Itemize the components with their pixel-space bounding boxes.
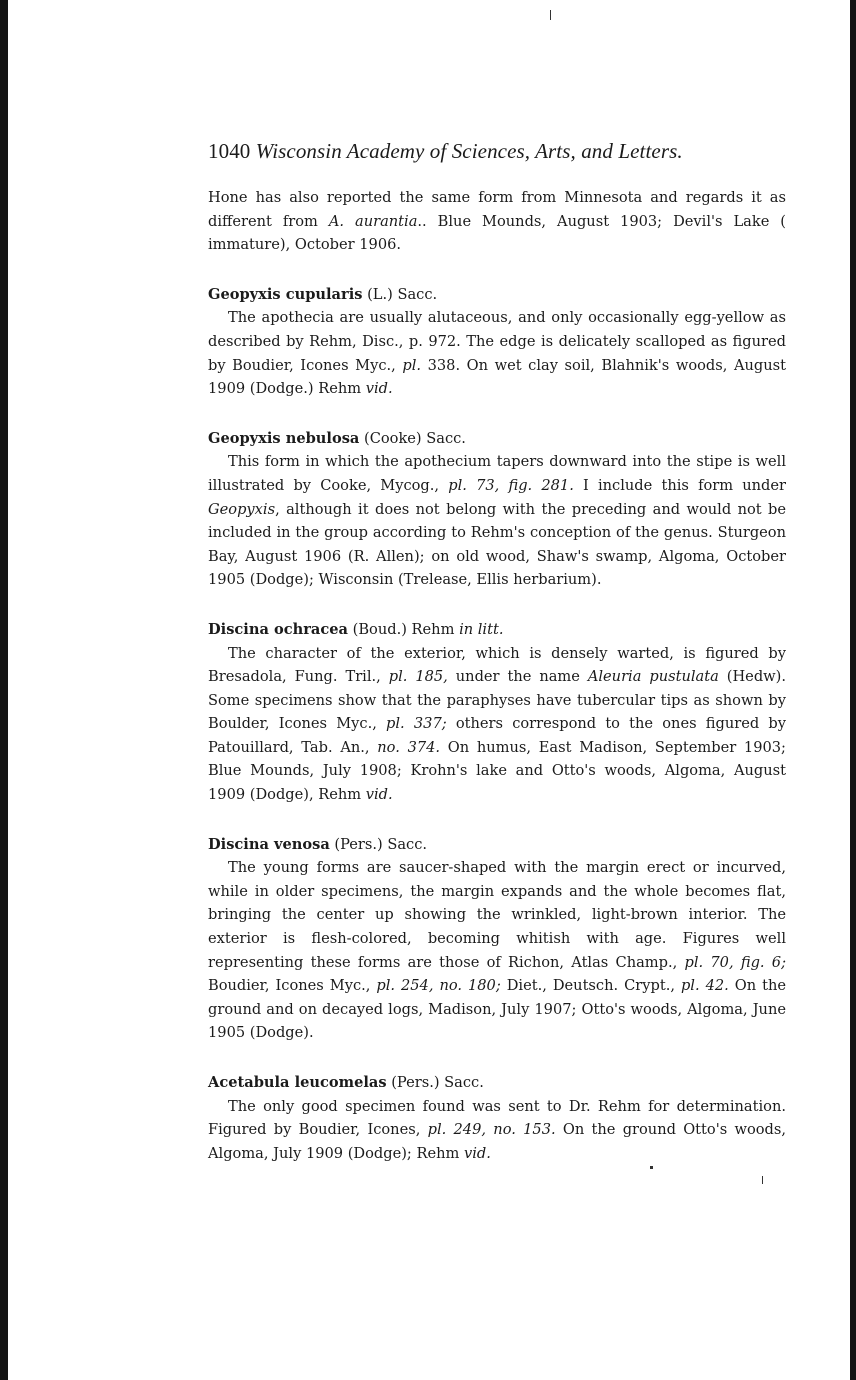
species-name: Acetabula leucomelas	[208, 1074, 387, 1091]
species-heading: Discina venosa (Pers.) Sacc.	[208, 835, 428, 853]
species-section-acetabula-leucomelas	[208, 1071, 786, 1165]
intro-paragraph: Hone has also reported the same form from Minnesota and regards it as different from A. aurantia.. Blue Mounds, August 1903; Devil's Lake ( immature), October 1906.	[208, 189, 786, 254]
species-name: Geopyxis cupularis	[208, 285, 363, 303]
page-number: 1040	[208, 139, 251, 163]
scan-border-right	[850, 0, 856, 1380]
species-heading: Geopyxis nebulosa (Cooke) Sacc.	[208, 429, 466, 447]
species-heading: Acetabula leucomelas (Pers.) Sacc.	[208, 1074, 484, 1091]
scan-speck	[550, 10, 551, 20]
species-description: The apothecia are usually alutaceous, and only occasionally egg-yellow as described by Rehm, Disc., p. 972. The edge is delicately scalloped as figured by Boudier, Icones Myc., pl. 338. On wet clay soil, Blahnik's woods, August 1909 (Dodge.) Rehm vid.	[208, 309, 786, 398]
species-description: The young forms are saucer-shaped with the margin erect or incurved, while in older specimens, the margin expands and the whole becomes flat, bringing the center up showing the wrinkled, light-brown interior. The exterior is flesh-colored, becoming whitish with age. Figures well representing these forms are those of Richon, Atlas Champ., pl. 70, fig. 6; Boudier, Icones Myc., pl. 254, no. 180; Diet., Deutsch. Crypt., pl. 42. On the ground and on decayed logs, Madison, July 1907; Otto's woods, Algoma, June 1905 (Dodge).	[208, 859, 786, 1042]
species-description: The character of the exterior, which is densely warted, is figured by Bresadola, Fung. Tril., pl. 185, under the name Aleuria pustulata (Hedw). Some specimens show that the paraphyses have tubercular tips as shown by Boulder, Icones Myc., pl. 337; others correspond to the ones figured by Patouillard, Tab. An., no. 374. On humus, East Madison, September 1903; Blue Mounds, July 1908; Krohn's lake and Otto's woods, Algoma, August 1909 (Dodge), Rehm vid.	[208, 644, 786, 804]
species-name: Geopyxis nebulosa	[208, 429, 360, 447]
species-description: This form in which the apothecium tapers downward into the stipe is well illustrated by Cooke, Mycog., pl. 73, fig. 281. I include this form under Geopyxis, although it does not belong with the preceding and would not be included in the group according to Rehm's conception of the genus. Sturgeon Bay, August 1906 (R. Allen); on old wood, Shaw's swamp, Algoma, October 1905 (Dodge); Wisconsin (Trelease, Ellis herbarium).	[208, 453, 787, 589]
scan-border-left	[0, 0, 8, 1380]
species-section-discina-venosa	[208, 833, 786, 1045]
species-section-geopyxis-nebulosa	[208, 427, 786, 592]
page-content	[208, 138, 786, 1165]
species-heading: Geopyxis cupularis (L.) Sacc.	[208, 285, 438, 303]
scan-speck	[650, 1166, 653, 1169]
journal-title: Wisconsin Academy of Sciences, Arts, and Letters.	[255, 139, 683, 163]
species-heading: Discina ochracea (Boud.) Rehm in litt.	[208, 620, 504, 638]
species-section-discina-ochracea	[208, 618, 786, 807]
running-header	[208, 138, 786, 164]
species-description: The only good specimen found was sent to Dr. Rehm for determination. Figured by Boudier, Icones, pl. 249, no. 153. On the ground Otto's woods, Algoma, July 1909 (Dodge); Rehm vid.	[208, 1097, 786, 1162]
species-section-geopyxis-cupularis	[208, 283, 786, 401]
species-name: Discina venosa	[208, 835, 330, 853]
scan-speck	[762, 1176, 763, 1184]
species-name: Discina ochracea	[208, 620, 348, 638]
